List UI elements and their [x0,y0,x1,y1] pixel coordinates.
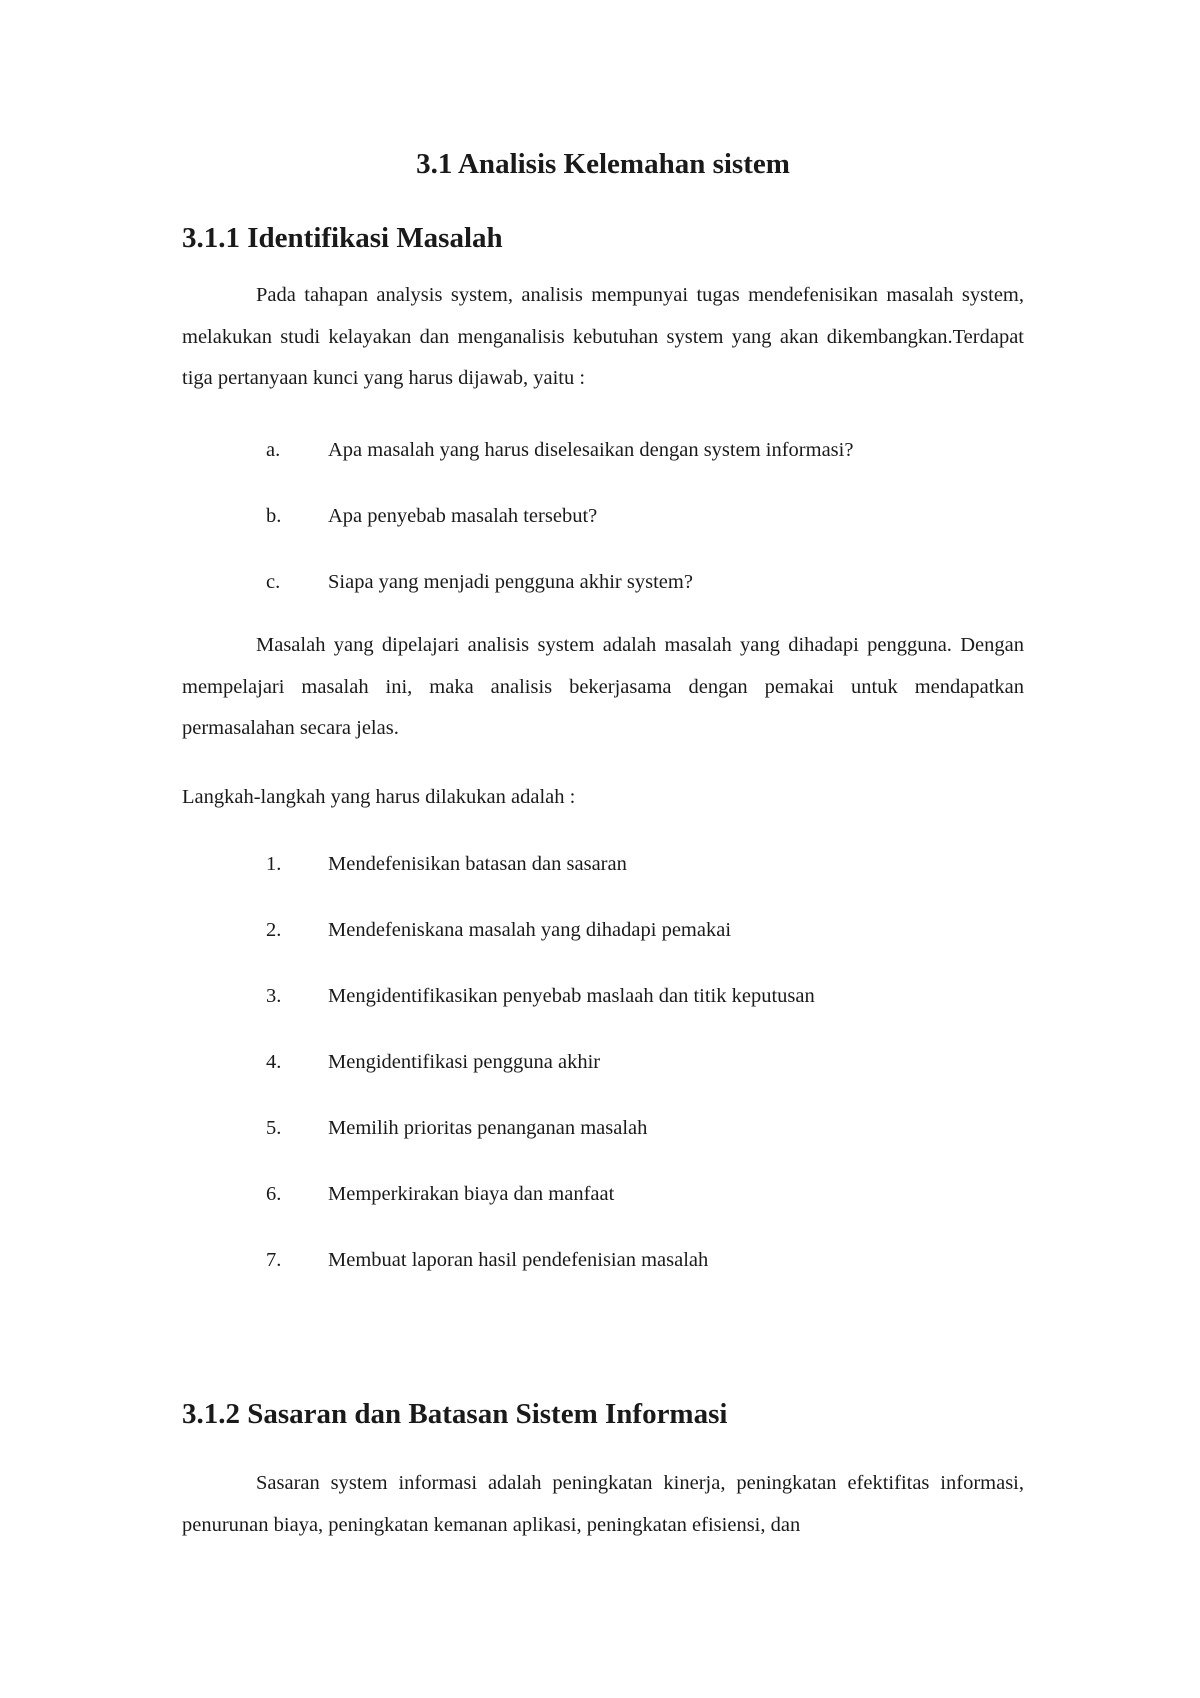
document-page [182,0,1024,1698]
list-item-text: Mendefenisikan batasan dan sasaran [328,853,627,875]
intro-paragraph: Pada tahapan analysis system, analisis mempunyai tugas mendefenisikan masalah system, melakukan studi kelayakan dan menganalisis kebutuhan system yang akan dikembangkan.Terdapat tiga pertanyaan kunci yang harus dijawab, yaitu : [182,284,1024,389]
list-marker: 2. [266,919,282,941]
list-marker: 1. [266,853,282,875]
list-marker: 5. [266,1117,282,1139]
list-marker: 7. [266,1249,282,1271]
steps-intro: Langkah-langkah yang harus dilakukan adalah : [182,786,576,808]
list-item-text: Mendefeniskana masalah yang dihadapi pemakai [328,919,732,941]
document-title: 3.1 Analisis Kelemahan sistem [416,148,790,180]
section-heading-identifikasi-masalah: 3.1.1 Identifikasi Masalah [182,222,503,254]
list-item-text: Apa penyebab masalah tersebut? [328,505,598,527]
list-item-text: Siapa yang menjadi pengguna akhir system? [328,571,693,593]
list-item-text: Memilih prioritas penanganan masalah [328,1117,648,1139]
list-item-text: Apa masalah yang harus diselesaikan dengan system informasi? [328,439,854,461]
list-marker: a. [266,439,281,461]
list-marker: 4. [266,1051,282,1073]
section-heading-sasaran-batasan: 3.1.2 Sasaran dan Batasan Sistem Informasi [182,1398,728,1430]
list-marker: 3. [266,985,282,1007]
list-marker: b. [266,505,282,527]
list-item-text: Mengidentifikasikan penyebab maslaah dan titik keputusan [328,985,815,1007]
problem-paragraph: Masalah yang dipelajari analisis system adalah masalah yang dihadapi pengguna. Dengan mempelajari masalah ini, maka analisis bekerjasama dengan pemakai untuk mendapatkan permasalahan secara jelas. [182,634,1024,739]
list-item-text: Membuat laporan hasil pendefenisian masalah [328,1249,709,1271]
sasaran-paragraph: Sasaran system informasi adalah peningkatan kinerja, peningkatan efektifitas informasi, penurunan biaya, peningkatan kemanan aplikasi, peningkatan efisiensi, dan [182,1472,1024,1536]
list-item-text: Mengidentifikasi pengguna akhir [328,1051,601,1073]
list-marker: c. [266,571,281,593]
list-item-text: Memperkirakan biaya dan manfaat [328,1183,615,1205]
list-marker: 6. [266,1183,282,1205]
